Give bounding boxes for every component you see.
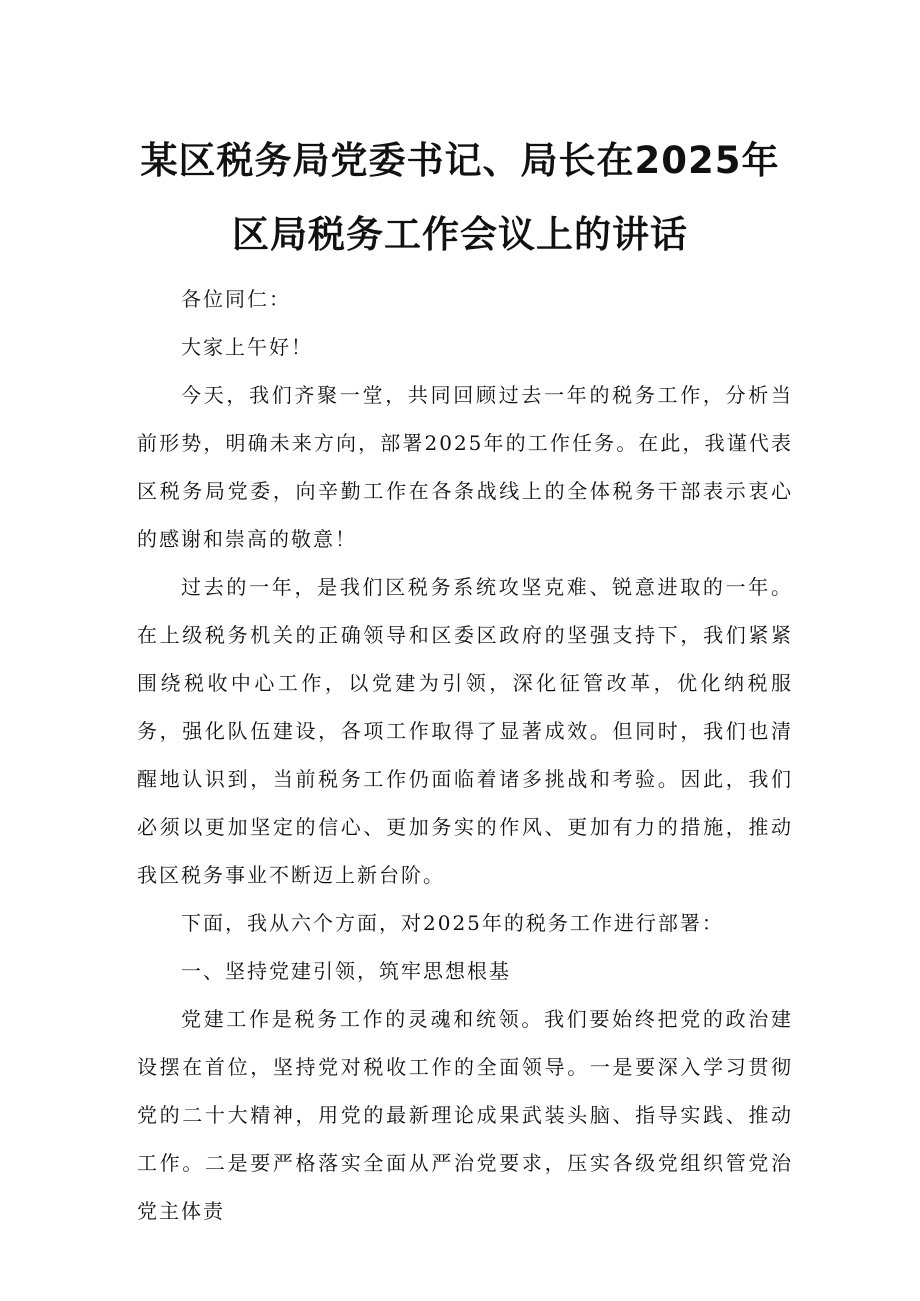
body-paragraph: 过去的一年，是我们区税务系统攻坚克难、锐意进取的一年。在上级税务机关的正确领导和区委区政府的坚强支持下，我们紧紧围绕税收中心工作，以党建为引领，深化征管改革，优化纳税服务，强化队伍建设，各项工作取得了显著成效。但同时，我们也清醒地认识到，当前税务工作仍面临着诸多挑战和考验。因此，我们必须以更加坚定的信心、更加务实的作风、更加有力的措施，推动我区税务事业不断迈上新台阶。 bbox=[137, 575, 793, 887]
section-heading: 一、坚持党建引领，筑牢思想根基 bbox=[181, 959, 511, 983]
document-body bbox=[137, 275, 793, 1235]
document-title-line-2: 区局税务工作会议上的讲话 bbox=[232, 213, 688, 256]
salutation: 各位同仁： bbox=[181, 287, 291, 311]
body-paragraph: 党建工作是税务工作的灵魂和统领。我们要始终把党的政治建设摆在首位，坚持党对税收工作的全面领导。一是要深入学习贯彻党的二十大精神，用党的最新理论成果武装头脑、指导实践、推动工作。二是要严格落实全面从严治党要求，压实各级党组织管党治党主体责 bbox=[137, 1007, 793, 1223]
body-paragraph: 今天，我们齐聚一堂，共同回顾过去一年的税务工作，分析当前形势，明确未来方向，部署2025年的工作任务。在此，我谨代表区税务局党委，向辛勤工作在各条战线上的全体税务干部表示衷心的感谢和崇高的敬意！ bbox=[137, 383, 793, 551]
greeting: 大家上午好！ bbox=[181, 335, 313, 359]
body-paragraph: 下面，我从六个方面，对2025年的税务工作进行部署： bbox=[181, 911, 724, 935]
document-title-line-1: 某区税务局党委书记、局长在2025年 bbox=[140, 139, 780, 182]
